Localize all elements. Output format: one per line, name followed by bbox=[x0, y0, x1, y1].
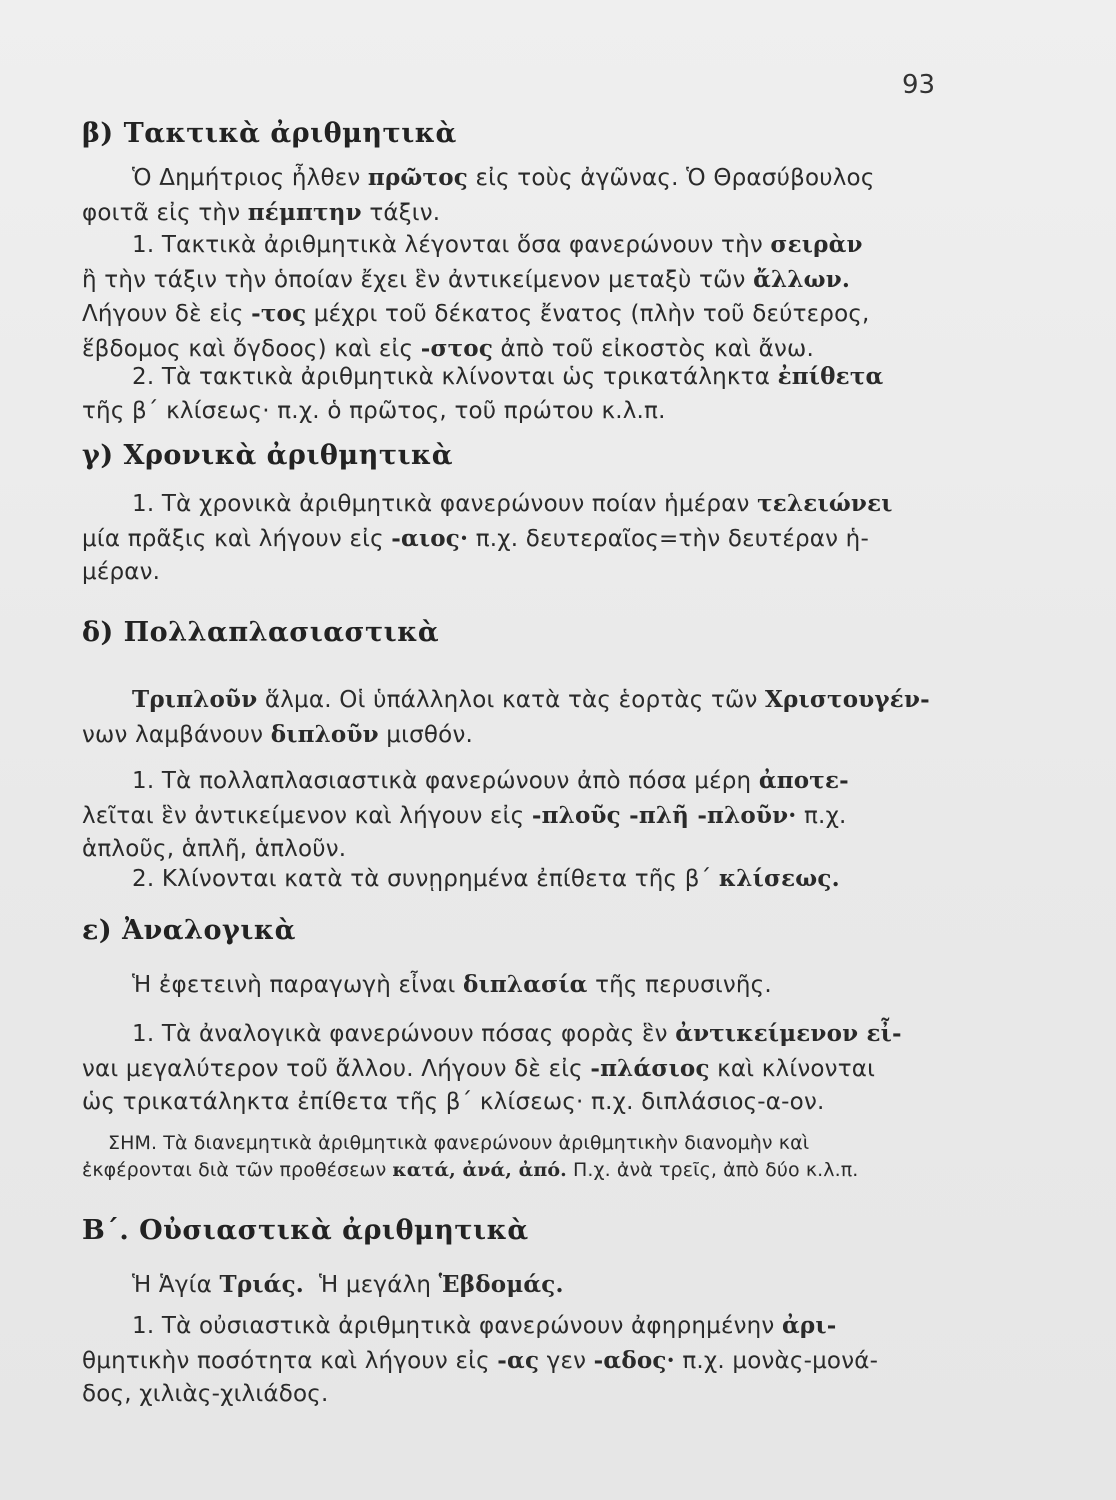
multiplicative-rule-2 bbox=[82, 862, 962, 897]
text-line: μέραν. bbox=[82, 559, 161, 585]
noun-numerals-example bbox=[82, 1268, 962, 1303]
text-line: λεῖται ἓν ἀντικείμενον καὶ λήγουν εἰς -πλοῦς -πλῆ -πλοῦν· π.χ. bbox=[82, 801, 847, 829]
ordinal-rule-1 bbox=[82, 228, 962, 366]
page-number: 93 bbox=[902, 70, 936, 100]
heading-ordinal-numerals: β) Τακτικὰ ἀριθμητικὰ bbox=[82, 118, 457, 149]
ordinal-example bbox=[82, 161, 962, 230]
text-line: νων λαμβάνουν διπλοῦν μισθόν. bbox=[82, 720, 474, 748]
temporal-rule-1 bbox=[82, 487, 962, 590]
text-line: 1. Τὰ πολλαπλασιαστικὰ φανερώνουν ἀπὸ πόσα μέρη ἀποτε- bbox=[132, 767, 849, 794]
text-line: ναι μεγαλύτερον τοῦ ἄλλου. Λήγουν δὲ εἰς -πλάσιος καὶ κλίνονται bbox=[82, 1054, 876, 1082]
heading-temporal-numerals: γ) Χρονικὰ ἀριθμητικὰ bbox=[82, 440, 454, 471]
text-line: δος, χιλιὰς-χιλιάδος. bbox=[82, 1381, 329, 1407]
distributive-note bbox=[82, 1130, 962, 1184]
proportional-example bbox=[82, 968, 962, 1003]
text-line: Ἡ ἐφετεινὴ παραγωγὴ εἶναι διπλασία τῆς περυσινῆς. bbox=[132, 971, 772, 998]
text-line: 1. Τὰ ἀναλογικὰ φανερώνουν πόσας φορὰς ἓν ἀντικείμενον εἶ- bbox=[132, 1020, 902, 1047]
proportional-rule-1 bbox=[82, 1017, 962, 1120]
multiplicative-example bbox=[82, 683, 962, 752]
text-line: Ἡ Ἁγία Τριάς. Ἡ μεγάλη Ἑβδομάς. bbox=[132, 1271, 564, 1298]
text-line: φοιτᾶ εἰς τὴν πέμπτην τάξιν. bbox=[82, 198, 441, 226]
heading-proportional-numerals: ε) Ἀναλογικὰ bbox=[82, 915, 296, 946]
heading-multiplicative-numerals: δ) Πολλαπλασιαστικὰ bbox=[82, 617, 440, 648]
noun-numerals-rule-1 bbox=[82, 1309, 962, 1412]
text-line: 2. Τὰ τακτικὰ ἀριθμητικὰ κλίνονται ὡς τρικατάληκτα ἐπίθετα bbox=[132, 363, 884, 390]
text-line: 1. Τακτικὰ ἀριθμητικὰ λέγονται ὅσα φανερώνουν τὴν σειρὰν bbox=[132, 231, 863, 258]
text-line: τῆς β΄ κλίσεως· π.χ. ὁ πρῶτος, τοῦ πρώτου κ.λ.π. bbox=[82, 397, 666, 424]
text-line: ἕβδομος καὶ ὄγδοος) καὶ εἰς -στος ἀπὸ τοῦ εἰκοστὸς καὶ ἄνω. bbox=[82, 334, 815, 362]
note-line: ἐκφέρονται διὰ τῶν προθέσεων κατά, ἀνά, ἀπό. Π.χ. ἀνὰ τρεῖς, ἀπὸ δύο κ.λ.π. bbox=[82, 1159, 859, 1181]
text-line: ἁπλοῦς, ἁπλῆ, ἁπλοῦν. bbox=[82, 836, 347, 862]
text-line: ἢ τὴν τάξιν τὴν ὁποίαν ἔχει ἓν ἀντικείμενον μεταξὺ τῶν ἄλλων. bbox=[82, 265, 851, 293]
multiplicative-rule-1 bbox=[82, 764, 962, 867]
text-line: 1. Τὰ χρονικὰ ἀριθμητικὰ φανερώνουν ποίαν ἡμέραν τελειώνει bbox=[132, 490, 893, 517]
text-line: θμητικὴν ποσότητα καὶ λήγουν εἰς -ας γεν -αδος· π.χ. μονὰς-μονά- bbox=[82, 1346, 879, 1374]
text-line: 1. Τὰ οὐσιαστικὰ ἀριθμητικὰ φανερώνουν ἀφηρημένην ἀρι- bbox=[132, 1312, 837, 1339]
ordinal-rule-2 bbox=[82, 360, 962, 428]
note-line: ΣΗΜ. Τὰ διανεμητικὰ ἀριθμητικὰ φανερώνουν ἀριθμητικὴν διανομὴν καὶ bbox=[108, 1132, 810, 1154]
text-line: ὡς τρικατάληκτα ἐπίθετα τῆς β΄ κλίσεως· π.χ. διπλάσιος-α-ον. bbox=[82, 1089, 825, 1115]
heading-noun-numerals: Β΄. Οὐσιαστικὰ ἀριθμητικὰ bbox=[82, 1215, 529, 1246]
text-line: 2. Κλίνονται κατὰ τὰ συνῃρημένα ἐπίθετα τῆς β΄ κλίσεως. bbox=[132, 865, 840, 892]
text-line: Τριπλοῦν ἅλμα. Οἱ ὑπάλληλοι κατὰ τὰς ἑορτὰς τῶν Χριστουγέν- bbox=[132, 686, 930, 713]
text-line: Ὁ Δημήτριος ἦλθεν πρῶτος εἰς τοὺς ἀγῶνας. Ὁ Θρασύβουλος bbox=[132, 164, 875, 191]
text-line: μία πρᾶξις καὶ λήγουν εἰς -αιος· π.χ. δευτεραῖος=τὴν δευτέραν ἡ- bbox=[82, 524, 869, 552]
text-line: Λήγουν δὲ εἰς -τος μέχρι τοῦ δέκατος ἔνατος (πλὴν τοῦ δεύτερος, bbox=[82, 300, 870, 327]
